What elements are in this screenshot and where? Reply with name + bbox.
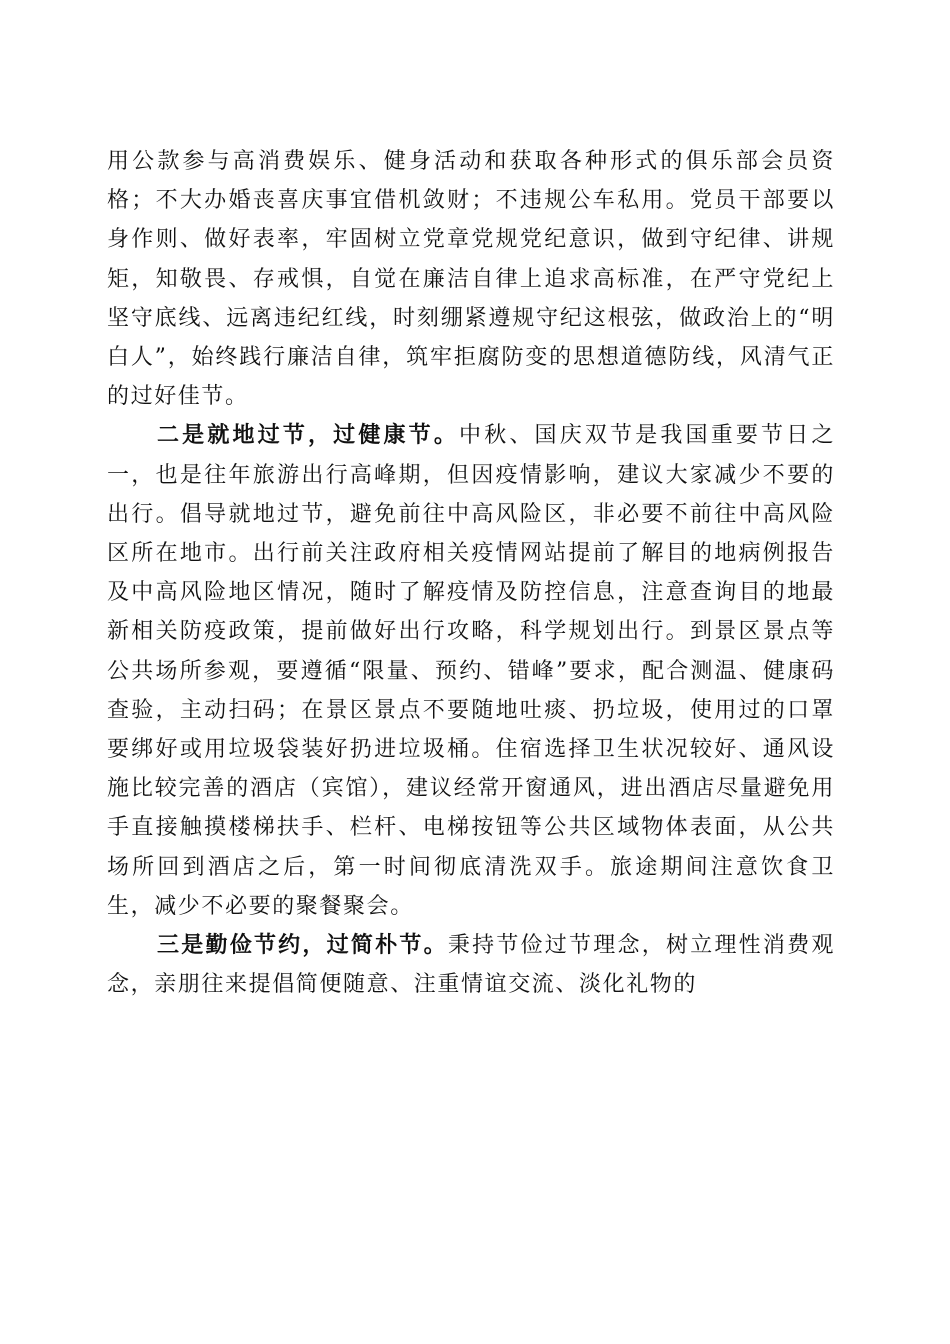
- paragraph-text: 中秋、国庆双节是我国重要节日之一，也是往年旅游出行高峰期，但因疫情影响，建议大家减少不要的出行。倡导就地过节，避免前往中高风险区，非必要不前往中高风险区所在地市。出行前关注政府相关疫情网站提前了解目的地病例报告及中高风险地区情况，随时了解疫情及防控信息，注意查询目的地最新相关防疫政策，提前做好出行攻略，科学规划出行。到景区景点等公共场所参观，要遵循“限量、预约、错峰”要求，配合测温、健康码查验，主动扫码；在景区景点不要随地吐痰、扔垃圾，使用过的口罩要绑好或用垃圾袋装好扔进垃圾桶。住宿选择卫生状况较好、通风设施比较完善的酒店（宾馆），建议经常开窗通风，进出酒店尽量避免用手直接触摸楼梯扶手、栏杆、电梯按钮等公共区域物体表面，从公共场所回到酒店之后，第一时间彻底清洗双手。旅途期间注意饮食卫生，减少不必要的聚餐聚会。: [107, 423, 835, 919]
- paragraph-heading: 二是就地过节，过健康节。: [157, 422, 460, 449]
- paragraph-local-holiday: [107, 416, 835, 926]
- paragraph-text: 用公款参与高消费娱乐、健身活动和获取各种形式的俱乐部会员资格；不大办婚丧喜庆事宜借机敛财；不违规公车私用。党员干部要以身作则、做好表率，牢固树立党章党规党纪意识，做到守纪律、讲规矩，知敬畏、存戒惧，自觉在廉洁自律上追求高标准，在严守党纪上坚守底线、远离违纪红线，时刻绷紧遵规守纪这根弦，做政治上的“明白人”，始终践行廉洁自律，筑牢拒腐防变的思想道德防线，风清气正的过好佳节。: [107, 149, 835, 410]
- paragraph-continuation: [107, 142, 835, 416]
- document-body: [107, 142, 835, 1004]
- paragraph-text: 秉持节俭过节理念，树立理性消费观念，亲朋往来提倡简便随意、注重情谊交流、淡化礼物的: [107, 933, 835, 998]
- paragraph-frugal-holiday: [107, 926, 835, 1004]
- paragraph-heading: 三是勤俭节约，过简朴节。: [157, 932, 448, 959]
